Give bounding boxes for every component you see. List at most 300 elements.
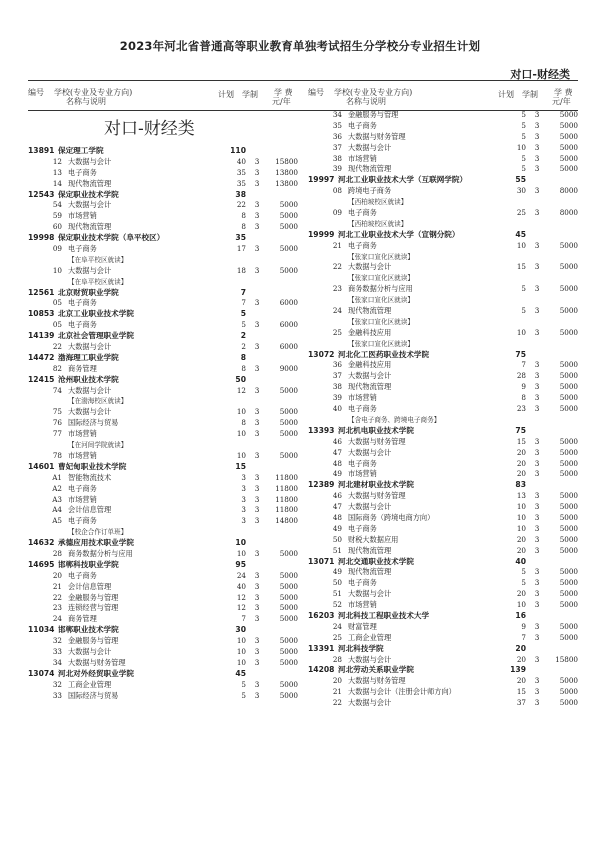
institution-name: 河北科技学院 [338, 643, 384, 653]
institution-code: 13071 [308, 556, 335, 566]
major-row [28, 680, 300, 691]
major-name: 电子商务 [348, 523, 377, 533]
institution-row [28, 560, 300, 571]
major-name: 大数据与会计 [68, 407, 112, 417]
major-row [28, 244, 300, 255]
major-name: 市场营销 [68, 211, 97, 221]
institution-plan: 8 [240, 352, 246, 362]
institution-row [28, 146, 300, 157]
major-code: 47 [332, 502, 342, 512]
major-row [308, 186, 580, 197]
major-plan: 8 [241, 211, 246, 221]
major-years: 3 [254, 418, 260, 428]
major-name: 商务管理 [68, 363, 97, 373]
major-code: 35 [332, 120, 342, 130]
major-fee: 5000 [279, 570, 298, 580]
major-years: 3 [534, 262, 540, 272]
major-name: 电子商务 [68, 320, 97, 330]
major-plan: 20 [516, 589, 526, 599]
major-code: 08 [332, 186, 342, 196]
major-years: 3 [534, 240, 540, 250]
major-name: 市场营销 [348, 153, 377, 163]
major-plan: 40 [236, 156, 246, 166]
major-row [28, 593, 300, 604]
major-row [308, 687, 580, 698]
major-plan: 22 [236, 200, 246, 210]
major-years: 3 [534, 371, 540, 381]
major-plan: 8 [241, 363, 246, 373]
major-code: 24 [332, 621, 342, 631]
institution-plan: 38 [235, 189, 246, 199]
institution-name: 河北化工医药职业技术学院 [338, 349, 430, 359]
major-plan: 5 [241, 320, 246, 330]
major-fee: 5000 [279, 581, 298, 591]
major-name: 金融服务与管理 [68, 636, 119, 646]
major-years: 3 [534, 578, 540, 588]
major-fee: 15800 [275, 156, 298, 166]
major-code: A2 [52, 483, 62, 493]
major-fee: 5000 [559, 306, 578, 316]
institution-row [28, 233, 300, 244]
major-code: 77 [52, 429, 62, 439]
major-fee: 5000 [279, 690, 298, 700]
major-row [28, 200, 300, 211]
major-plan: 3 [241, 483, 246, 493]
major-years: 3 [534, 676, 540, 686]
major-fee: 5000 [559, 502, 578, 512]
major-name: 智能物流技术 [68, 472, 112, 482]
major-years: 3 [534, 327, 540, 337]
major-code: 34 [52, 657, 62, 667]
major-row [308, 306, 580, 317]
major-fee: 5000 [559, 676, 578, 686]
major-plan: 12 [236, 603, 246, 613]
major-years: 3 [254, 200, 260, 210]
major-name: 电子商务 [68, 483, 97, 493]
major-row [308, 328, 580, 339]
major-fee: 5000 [279, 222, 298, 232]
header-years: 学制 [242, 90, 258, 99]
major-code: 59 [52, 211, 62, 221]
major-years: 3 [534, 632, 540, 642]
major-row [308, 578, 580, 589]
institution-code: 16203 [308, 610, 335, 620]
header-code: 编号 [308, 88, 324, 97]
institution-code: 13072 [308, 349, 335, 359]
note-name: 【西柏坡校区就读】 [348, 219, 408, 228]
major-code: 24 [332, 306, 342, 316]
major-code: 14 [52, 178, 62, 188]
institution-code: 14208 [308, 665, 335, 675]
major-row [308, 589, 580, 600]
major-name: 市场营销 [348, 393, 377, 403]
major-name: 大数据与会计 [348, 262, 392, 272]
institution-code: 14139 [28, 331, 55, 341]
institution-code: 14601 [28, 461, 55, 471]
major-fee: 6000 [279, 298, 298, 308]
major-years: 3 [534, 153, 540, 163]
major-years: 3 [254, 265, 260, 275]
major-name: 财富管理 [348, 621, 377, 631]
major-name: 市场营销 [68, 429, 97, 439]
major-years: 3 [254, 167, 260, 177]
major-code: 50 [332, 578, 342, 588]
major-name: 市场营销 [68, 450, 97, 460]
header-fee-line2: 元/年 [272, 97, 291, 106]
institution-row [28, 190, 300, 201]
major-code: A4 [52, 505, 62, 515]
major-years: 3 [254, 494, 260, 504]
left-column [28, 84, 300, 701]
major-fee: 5000 [279, 211, 298, 221]
major-row [28, 407, 300, 418]
header-fee-line2: 元/年 [552, 97, 571, 106]
major-years: 3 [254, 298, 260, 308]
major-plan: 15 [516, 262, 526, 272]
major-plan: 23 [516, 404, 526, 414]
major-code: 75 [52, 407, 62, 417]
major-row [308, 437, 580, 448]
major-fee: 15800 [555, 654, 578, 664]
major-plan: 9 [521, 382, 526, 392]
major-name: 市场营销 [348, 469, 377, 479]
major-fee: 5000 [559, 436, 578, 446]
major-years: 3 [534, 404, 540, 414]
major-name: 大数据与会计 [348, 654, 392, 664]
major-fee: 5000 [559, 698, 578, 708]
institution-row [28, 353, 300, 364]
institution-plan: 45 [515, 229, 526, 239]
major-plan: 10 [236, 429, 246, 439]
institution-plan: 20 [515, 643, 526, 653]
major-row [28, 211, 300, 222]
major-years: 3 [534, 502, 540, 512]
note-row [28, 440, 300, 451]
institution-code: 12389 [308, 480, 335, 490]
major-code: 39 [332, 393, 342, 403]
note-name: 【张家口宣化区就读】 [348, 274, 414, 283]
institution-plan: 45 [235, 668, 246, 678]
major-code: 22 [332, 262, 342, 272]
major-plan: 10 [236, 450, 246, 460]
major-fee: 5000 [279, 548, 298, 558]
major-row [28, 418, 300, 429]
major-plan: 2 [241, 342, 246, 352]
major-fee: 5000 [559, 621, 578, 631]
major-years: 3 [254, 244, 260, 254]
major-code: 25 [332, 632, 342, 642]
major-row [308, 110, 580, 121]
institution-row [308, 644, 580, 655]
major-name: 国际经济与贸易 [68, 690, 119, 700]
major-plan: 20 [516, 534, 526, 544]
major-years: 3 [534, 120, 540, 130]
major-years: 3 [254, 516, 260, 526]
major-code: 39 [332, 164, 342, 174]
major-name: 现代物流管理 [68, 178, 112, 188]
major-code: 20 [52, 570, 62, 580]
major-plan: 10 [516, 600, 526, 610]
major-code: 46 [332, 436, 342, 446]
institution-name: 承德应用技术职业学院 [58, 538, 134, 548]
institution-plan: 2 [240, 331, 246, 341]
major-plan: 3 [241, 516, 246, 526]
note-row [308, 273, 580, 284]
major-row [308, 132, 580, 143]
major-code: 34 [332, 110, 342, 119]
major-code: 25 [332, 327, 342, 337]
major-fee: 5000 [559, 534, 578, 544]
major-years: 3 [534, 567, 540, 577]
major-code: 21 [52, 581, 62, 591]
major-years: 3 [534, 621, 540, 631]
major-row [28, 658, 300, 669]
major-code: 40 [332, 404, 342, 414]
institution-row [28, 625, 300, 636]
major-code: 49 [332, 469, 342, 479]
major-name: 市场营销 [348, 600, 377, 610]
major-code: 23 [52, 603, 62, 613]
institution-name: 北京财贸职业学院 [58, 287, 119, 297]
institution-code: 12543 [28, 189, 55, 199]
major-name: 商务管理 [68, 614, 97, 624]
major-fee: 13800 [275, 167, 298, 177]
institution-name: 邯郸职业技术学院 [58, 625, 119, 635]
institution-row [308, 230, 580, 241]
major-plan: 7 [241, 298, 246, 308]
institution-code: 19998 [28, 233, 55, 243]
major-fee: 5000 [559, 578, 578, 588]
major-years: 3 [254, 679, 260, 689]
note-name: 【张家口宣化区就读】 [348, 339, 414, 348]
note-row [28, 396, 300, 407]
major-row [28, 571, 300, 582]
major-plan: 5 [521, 164, 526, 174]
major-name: 大数据与会计 [348, 589, 392, 599]
major-plan: 5 [241, 690, 246, 700]
major-fee: 5000 [279, 385, 298, 395]
major-row [28, 603, 300, 614]
institution-plan: 35 [235, 233, 246, 243]
major-row [308, 241, 580, 252]
institution-name: 河北科技工程职业技术大学 [338, 610, 430, 620]
major-fee: 5000 [279, 614, 298, 624]
major-name: 电子商务 [348, 240, 377, 250]
major-row [308, 360, 580, 371]
institution-name: 河北机电职业技术学院 [338, 425, 414, 435]
major-fee: 5000 [559, 632, 578, 642]
major-row [28, 484, 300, 495]
major-name: 现代物流管理 [348, 306, 392, 316]
major-plan: 10 [236, 646, 246, 656]
major-years: 3 [534, 393, 540, 403]
major-plan: 8 [521, 393, 526, 403]
institution-plan: 55 [515, 175, 526, 185]
major-fee: 13800 [275, 178, 298, 188]
major-years: 3 [534, 458, 540, 468]
major-code: 38 [332, 382, 342, 392]
major-name: 商务数据分析与应用 [348, 284, 413, 294]
major-fee: 6000 [279, 320, 298, 330]
major-code: 47 [332, 447, 342, 457]
major-years: 3 [254, 156, 260, 166]
note-name: 【在河间学院就读】 [68, 441, 128, 450]
major-row [28, 495, 300, 506]
major-name: 会计信息管理 [68, 581, 112, 591]
major-code: 37 [332, 142, 342, 152]
institution-plan: 50 [235, 374, 246, 384]
note-row [28, 255, 300, 266]
major-fee: 5000 [559, 371, 578, 381]
major-plan: 9 [521, 621, 526, 631]
major-fee: 5000 [559, 131, 578, 141]
institution-row [308, 175, 580, 186]
major-fee: 11800 [275, 472, 298, 482]
major-plan: 15 [516, 436, 526, 446]
major-fee: 5000 [559, 589, 578, 599]
major-code: 23 [332, 284, 342, 294]
major-plan: 3 [241, 472, 246, 482]
major-name: 工商企业管理 [68, 679, 112, 689]
major-fee: 5000 [559, 523, 578, 533]
major-plan: 5 [521, 153, 526, 163]
major-fee: 5000 [559, 491, 578, 501]
major-years: 3 [254, 690, 260, 700]
note-name: 【在阜平校区就读】 [68, 255, 128, 264]
major-row [308, 633, 580, 644]
major-row [308, 208, 580, 219]
major-row [308, 698, 580, 709]
major-name: 电子商务 [68, 298, 97, 308]
major-name: 现代物流管理 [68, 222, 112, 232]
header-plan: 计划 [218, 90, 234, 99]
note-row [308, 339, 580, 350]
major-code: 05 [52, 298, 62, 308]
institution-row [28, 375, 300, 386]
major-fee: 5000 [279, 592, 298, 602]
major-fee: 14800 [275, 516, 298, 526]
note-name: 【张家口宣化区就读】 [348, 317, 414, 326]
major-plan: 12 [236, 592, 246, 602]
institution-code: 13393 [308, 425, 335, 435]
major-plan: 7 [521, 360, 526, 370]
major-row [28, 168, 300, 179]
major-plan: 30 [516, 186, 526, 196]
major-fee: 5000 [559, 360, 578, 370]
note-name: 【在阜平校区就读】 [68, 277, 128, 286]
major-years: 3 [534, 654, 540, 664]
major-name: 大数据与会计 [348, 142, 392, 152]
major-plan: 15 [516, 687, 526, 697]
major-code: 21 [332, 240, 342, 250]
major-code: 48 [332, 458, 342, 468]
major-years: 3 [254, 211, 260, 221]
note-row [308, 252, 580, 263]
major-fee: 5000 [559, 469, 578, 479]
major-years: 3 [534, 208, 540, 218]
major-fee: 5000 [279, 679, 298, 689]
major-plan: 5 [521, 120, 526, 130]
major-years: 3 [254, 646, 260, 656]
institution-row [308, 611, 580, 622]
major-name: 金融服务与管理 [348, 110, 399, 119]
institution-plan: 30 [235, 625, 246, 635]
major-plan: 5 [521, 578, 526, 588]
major-years: 3 [534, 491, 540, 501]
major-plan: 8 [241, 418, 246, 428]
left-column-header [28, 84, 300, 110]
major-years: 3 [254, 505, 260, 515]
major-code: 49 [332, 567, 342, 577]
major-years: 3 [534, 534, 540, 544]
institution-row [28, 669, 300, 680]
major-row [28, 549, 300, 560]
major-fee: 5000 [559, 567, 578, 577]
major-fee: 5000 [279, 244, 298, 254]
major-plan: 20 [516, 458, 526, 468]
major-name: 大数据与财务管理 [348, 676, 406, 686]
institution-row [308, 426, 580, 437]
major-name: 大数据与财务管理 [348, 491, 406, 501]
major-row [308, 600, 580, 611]
major-plan: 12 [236, 385, 246, 395]
major-years: 3 [534, 545, 540, 555]
major-plan: 10 [516, 502, 526, 512]
major-code: 54 [52, 200, 62, 210]
major-code: 51 [332, 545, 342, 555]
major-plan: 20 [516, 447, 526, 457]
major-years: 3 [534, 382, 540, 392]
major-years: 3 [534, 306, 540, 316]
institution-plan: 10 [235, 538, 246, 548]
institution-plan: 139 [510, 665, 526, 675]
major-plan: 5 [521, 284, 526, 294]
major-code: 33 [52, 690, 62, 700]
major-code: 10 [52, 265, 62, 275]
major-row [28, 614, 300, 625]
major-row [308, 655, 580, 666]
major-years: 3 [254, 603, 260, 613]
major-name: 电子商务 [348, 578, 377, 588]
institution-name: 河北交通职业技术学院 [338, 556, 414, 566]
institution-code: 14632 [28, 538, 55, 548]
note-row [308, 317, 580, 328]
major-name: 跨境电子商务 [348, 186, 392, 196]
major-plan: 5 [521, 131, 526, 141]
major-years: 3 [254, 363, 260, 373]
major-row [308, 382, 580, 393]
institution-plan: 75 [515, 349, 526, 359]
institution-code: 11034 [28, 625, 55, 635]
major-plan: 5 [521, 110, 526, 119]
major-plan: 3 [241, 505, 246, 515]
major-row [28, 157, 300, 168]
major-code: 78 [52, 450, 62, 460]
institution-plan: 95 [235, 559, 246, 569]
header-fee-line1: 学 费 [274, 88, 293, 97]
institution-plan: 83 [515, 480, 526, 490]
institution-code: 13074 [28, 668, 55, 678]
institution-row [28, 309, 300, 320]
major-plan: 10 [516, 142, 526, 152]
header-school-line2: 名称与说明 [66, 97, 106, 106]
major-fee: 5000 [559, 512, 578, 522]
major-fee: 9000 [279, 363, 298, 373]
institution-code: 13891 [28, 146, 55, 155]
major-fee: 5000 [559, 404, 578, 414]
major-code: 22 [332, 698, 342, 708]
institution-code: 19997 [308, 175, 335, 185]
